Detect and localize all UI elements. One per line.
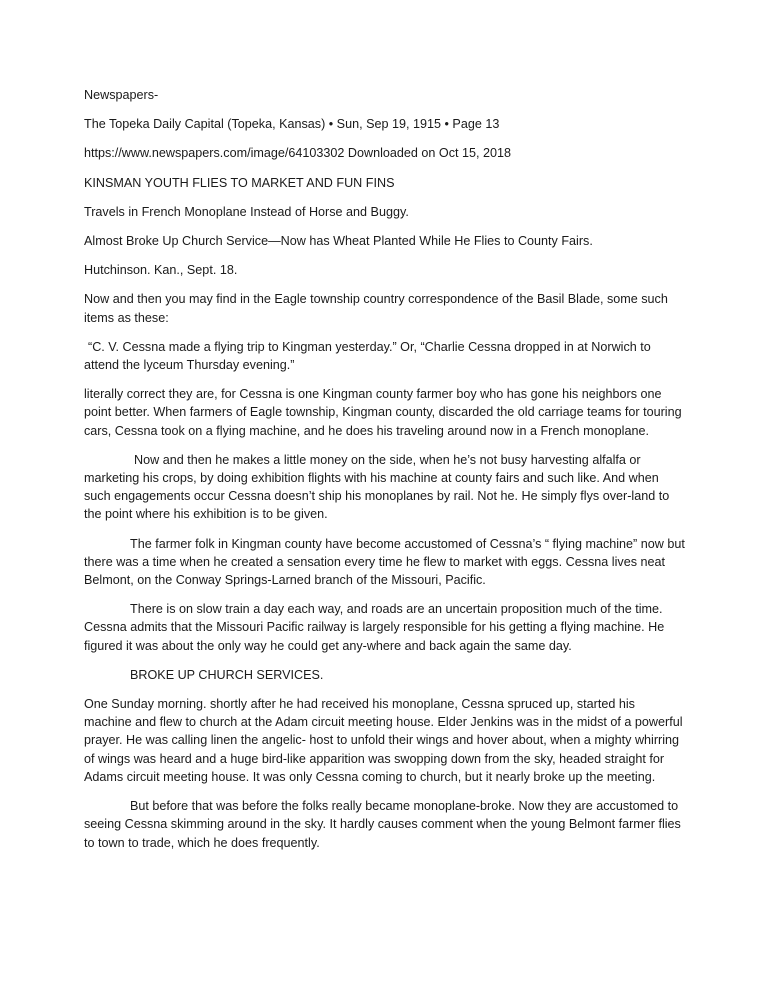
paragraph-5: There is on slow train a day each way, and roads are an uncertain proposition much of the time. Cessna admits that the Missouri Pacific railway is largely responsible for his getting a flying machine. He figured it was about the only way he could get any-where and back again the same day. <box>84 602 665 653</box>
subheadline-2: Almost Broke Up Church Service—Now has Wheat Planted While He Flies to County Fairs. <box>84 234 593 249</box>
section-heading: BROKE UP CHURCH SERVICES. <box>130 667 324 682</box>
paragraph-4: The farmer folk in Kingman county have become accustomed of Cessna’s “ flying machine” now but there was a time when he created a sensation every time he flew to market with eggs. Cessna lives neat Belmont, on the Conway Springs-Larned branch of the Missouri, Pacific. <box>84 536 685 588</box>
paragraph-6: One Sunday morning. shortly after he had received his monoplane, Cessna spruced up, started his machine and flew to church at the Adam circuit meeting house. Elder Jenkins was in the midst of a powerful prayer. He was calling linen the angelic- host to unfold their wings and hover about, when a mighty whirring of wings was heard and a huge bird-like apparition was swopping down from the sky, headed straight for Adams circuit meeting house. It was only Cessna coming to church, but it nearly broke up the meeting. <box>84 697 683 784</box>
document-header: Newspapers- <box>84 88 159 102</box>
paragraph-1: Now and then you may find in the Eagle township country correspondence of the Basil Blade, some such items as these: <box>84 292 668 325</box>
subheadline-1: Travels in French Monoplane Instead of Horse and Buggy. <box>84 204 409 219</box>
paragraph-2: literally correct they are, for Cessna is one Kingman county farmer boy who has gone his neighbors one point better. When farmers of Eagle township, Kingman county, discarded the old carriage teams for touring cars, Cessna took on a flying machine, and he does his traveling around now in a French monoplane. <box>84 387 682 438</box>
document-page <box>84 86 686 863</box>
headline: KINSMAN YOUTH FLIES TO MARKET AND FUN FINS <box>84 175 395 190</box>
quote-paragraph: “C. V. Cessna made a flying trip to Kingman yesterday.” Or, “Charlie Cessna dropped in at Norwich to attend the lyceum Thursday evening.” <box>84 339 651 373</box>
dateline: Hutchinson. Kan., Sept. 18. <box>84 263 238 278</box>
paragraph-7: But before that was before the folks really became monoplane-broke. Now they are accustomed to seeing Cessna skimming around in the sky. It hardly causes comment when the young Belmont farmer flies to town to trade, which he does frequently. <box>84 799 681 850</box>
url-line: https://www.newspapers.com/image/64103302 Downloaded on Oct 15, 2018 <box>84 146 512 161</box>
source-citation: The Topeka Daily Capital (Topeka, Kansas) • Sun, Sep 19, 1915 • Page 13 <box>84 117 500 132</box>
paragraph-3: Now and then he makes a little money on the side, when he’s not busy harvesting alfalfa or marketing his crops, by doing exhibition flights with his machine at county fairs and such like. And when such engagements occur Cessna doesn’t ship his monoplanes by rail. Not he. He simply flys over-land to the point where his exhibition is to be given. <box>84 452 670 522</box>
